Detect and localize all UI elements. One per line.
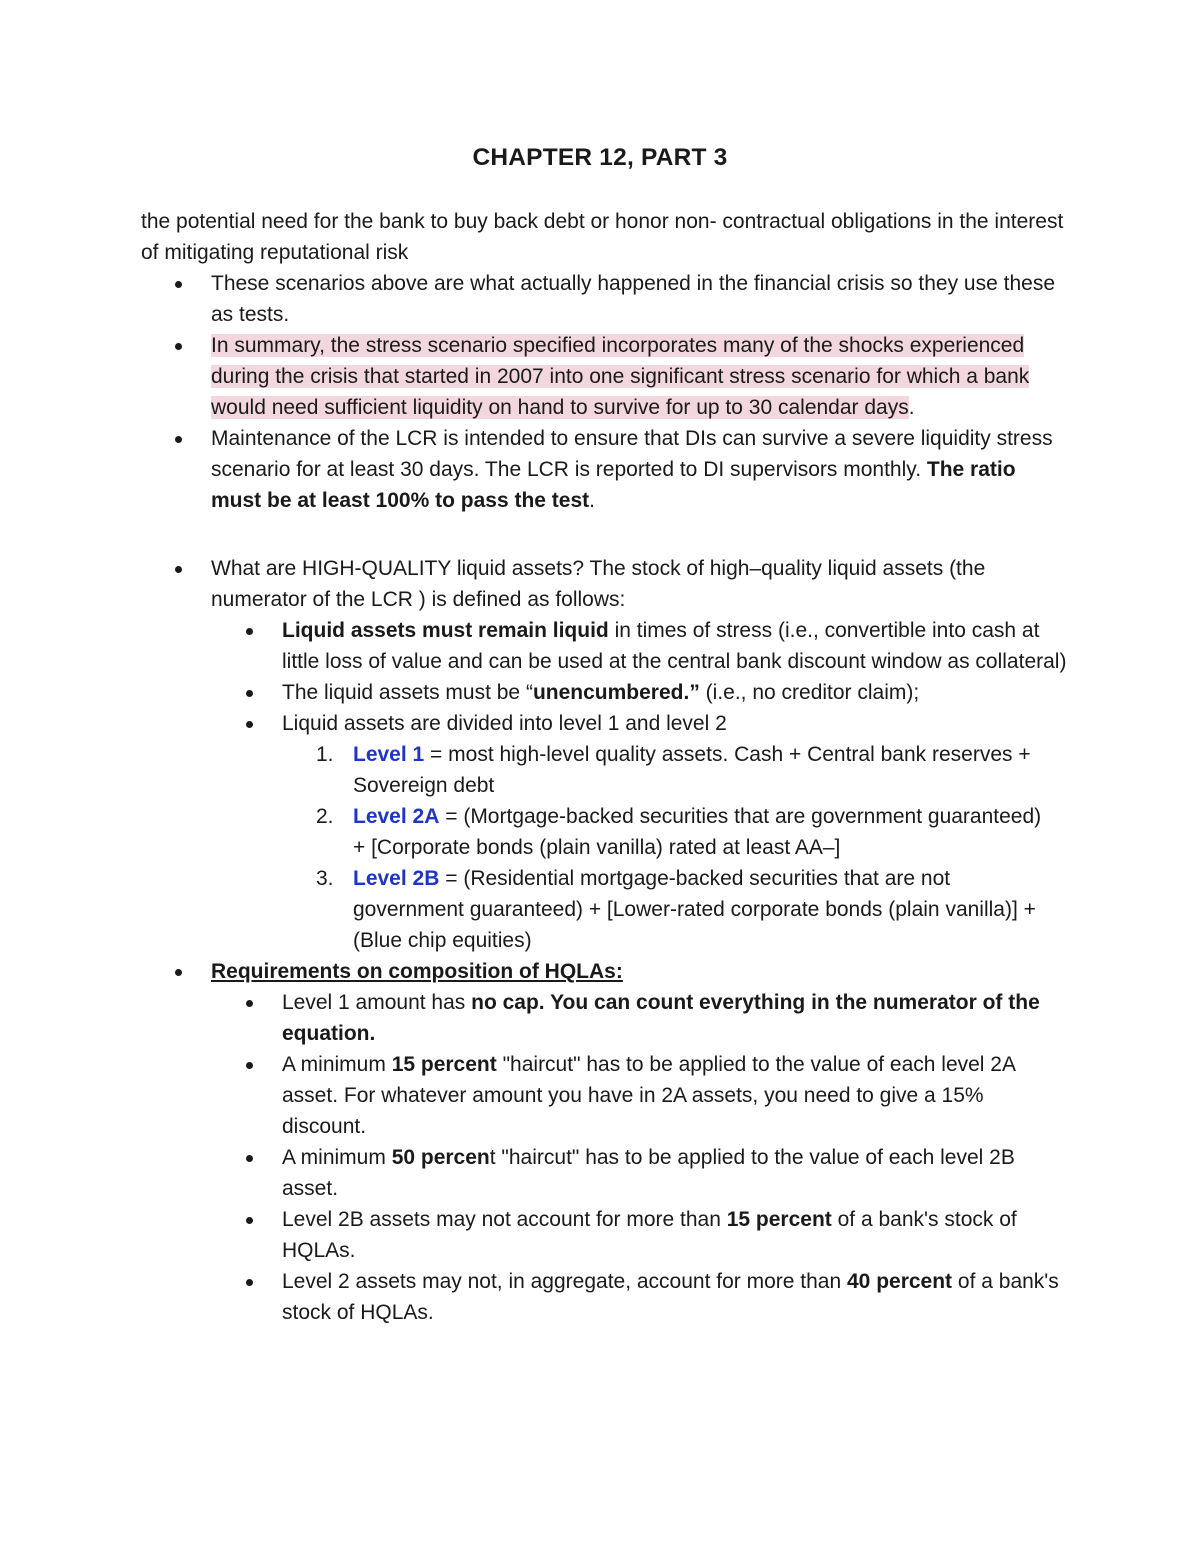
level-label: Level 1 xyxy=(353,743,425,766)
list-item-lcr: Maintenance of the LCR is intended to ensure that DIs can survive a severe liquidity stress scenario for at least 30 days. The LCR is reported to DI supervisors monthly. The ratio must be at least 100% to pass the test. xyxy=(0,423,1071,516)
sub-list-item: The liquid assets must be “unencumbered.” (i.e., no creditor claim); xyxy=(0,677,1072,708)
item-number: 2. xyxy=(316,805,334,828)
intro-paragraph: the potential need for the bank to buy back debt or honor non- contractual obligations in the interest of mitigating reputational risk xyxy=(141,210,1064,264)
bullet-icon xyxy=(175,436,182,443)
sub-list-item: Level 2B assets may not account for more than 15 percent of a bank's stock of HQLAs. xyxy=(0,1204,1072,1266)
sub-list-item: A minimum 50 percent "haircut" has to be applied to the value of each level 2B asset. xyxy=(0,1142,1072,1204)
bold-text: The ratio must be at least 100% to pass the test xyxy=(211,458,1016,512)
numbered-item-level-2a: 2. Level 2A = (Mortgage-backed securities that are government guaranteed) + [Corporate bonds (plain vanilla) rated at least AA–] xyxy=(0,801,1053,863)
sub-list-item: Level 2 assets may not, in aggregate, account for more than 40 percent of a bank's stock of HQLAs. xyxy=(0,1266,1072,1328)
list-item-hqla: What are HIGH-QUALITY liquid assets? The stock of high–quality liquid assets (the numerator of the LCR ) is defined as follows: xyxy=(0,553,1071,615)
bullet-icon xyxy=(246,628,253,635)
bullet-icon xyxy=(175,281,182,288)
level-label: Level 2B xyxy=(353,867,440,890)
main-bullet-list xyxy=(0,268,1200,1328)
section-heading: Requirements on composition of HQLAs: xyxy=(211,960,623,983)
bullet-icon xyxy=(246,1279,253,1286)
bullet-icon xyxy=(246,1155,253,1162)
bullet-icon xyxy=(175,566,182,573)
numbered-item-level-2b: 3. Level 2B = (Residential mortgage-backed securities that are not government guaranteed) + [Lower-rated corporate bonds (plain vanilla)] + (Blue chip equities) xyxy=(0,863,1053,956)
sub-list-item: Liquid assets are divided into level 1 and level 2 xyxy=(0,708,1072,739)
bullet-icon xyxy=(246,1217,253,1224)
page-title: CHAPTER 12, PART 3 xyxy=(472,144,728,171)
sub-list-item: Liquid assets must remain liquid in times of stress (i.e., convertible into cash at little loss of value and can be used at the central bank discount window as collateral) xyxy=(0,615,1072,677)
list-item: These scenarios above are what actually happened in the financial crisis so they use these as tests. xyxy=(0,268,1071,330)
level-label: Level 2A xyxy=(353,805,440,828)
numbered-item-level-1: 1. Level 1 = most high-level quality assets. Cash + Central bank reserves + Sovereign debt xyxy=(0,739,1053,801)
item-number: 3. xyxy=(316,867,334,890)
bullet-icon xyxy=(246,1062,253,1069)
list-item-requirements xyxy=(0,956,1071,987)
list-item-summary: In summary, the stress scenario specified incorporates many of the shocks experienced during the crisis that started in 2007 into one significant stress scenario for which a bank would need sufficient liquidity on hand to survive for up to 30 calendar days. xyxy=(0,330,1071,423)
bullet-icon xyxy=(246,721,253,728)
sub-list-item: A minimum 15 percent "haircut" has to be applied to the value of each level 2A asset. For whatever amount you have in 2A assets, you need to give a 15% discount. xyxy=(0,1049,1072,1142)
bullet-icon xyxy=(246,1000,253,1007)
bullet-icon xyxy=(246,690,253,697)
item-number: 1. xyxy=(316,743,334,766)
sub-list-item: Level 1 amount has no cap. You can count everything in the numerator of the equation. xyxy=(0,987,1072,1049)
bullet-icon xyxy=(175,343,182,350)
bullet-icon xyxy=(175,969,182,976)
highlighted-text: In summary, the stress scenario specified incorporates many of the shocks experienced during the crisis that started in 2007 into one significant stress scenario for which a bank would need sufficient liquidity on hand to survive for up to 30 calendar days xyxy=(211,334,1030,419)
spacer xyxy=(0,516,1200,553)
